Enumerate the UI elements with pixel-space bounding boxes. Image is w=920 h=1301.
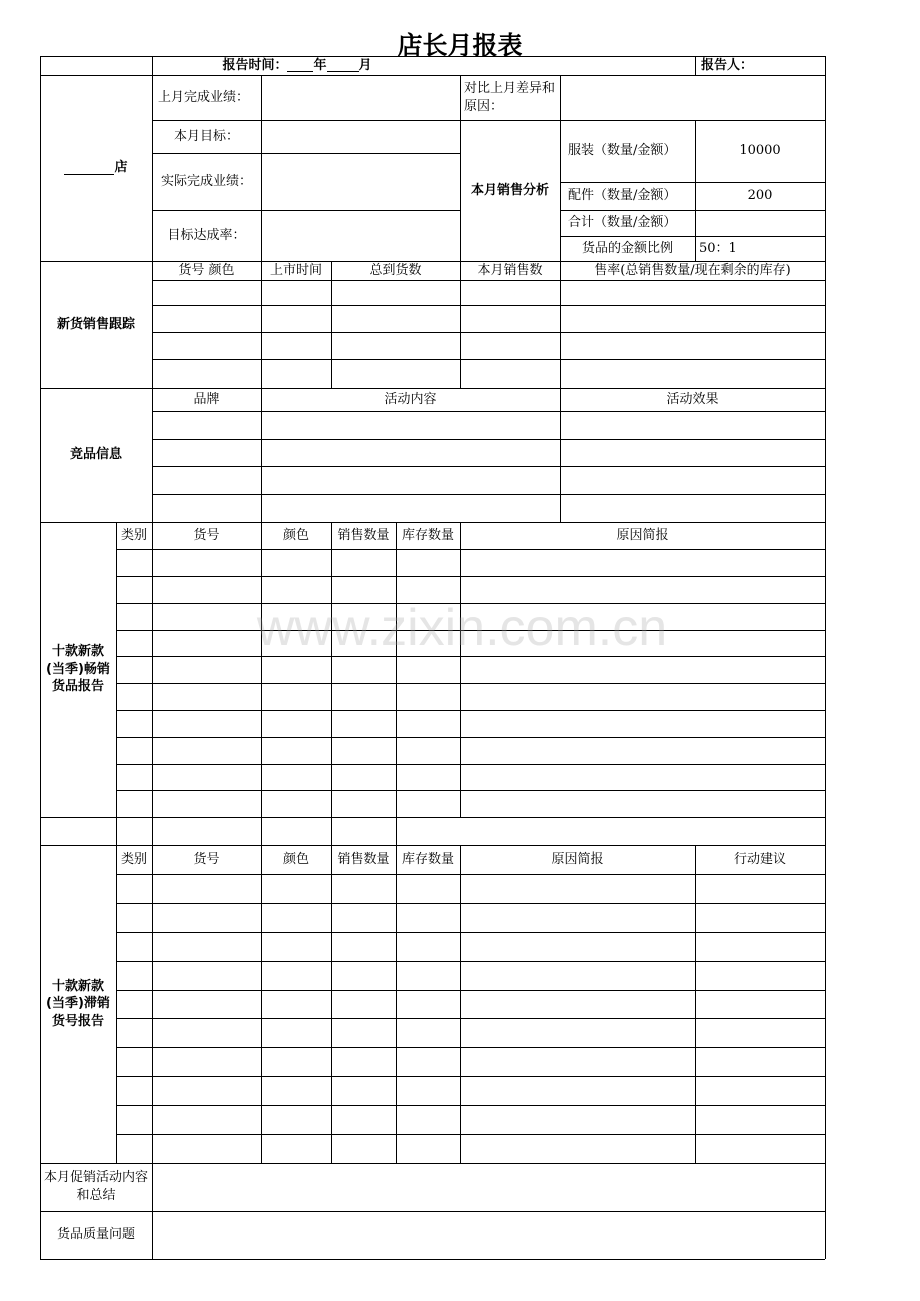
last-month-performance-label: 上月完成业绩： xyxy=(158,89,250,105)
quality-issue-label: 货品质量问题 xyxy=(56,1227,135,1243)
col-activity: 活动内容 xyxy=(384,391,437,407)
watermark-text: www.zixin.com.cn xyxy=(256,599,668,657)
best-sellers-section-label: 十款新款(当季)畅销货品报告 xyxy=(46,644,110,695)
slow-col-category: 类别 xyxy=(120,851,147,867)
slow-col-stock-qty: 库存数量 xyxy=(401,851,454,867)
best-col-category: 类别 xyxy=(120,527,147,543)
best-col-reason: 原因简报 xyxy=(616,527,669,543)
ratio-label: 货品的金额比例 xyxy=(581,240,673,256)
apparel-value: 10000 xyxy=(739,143,781,159)
new-goods-section-label: 新货销售跟踪 xyxy=(56,316,135,332)
col-total-stock: 总到货数 xyxy=(369,262,422,278)
col-month-sales: 本月销售数 xyxy=(477,262,543,278)
slow-sellers-section-label: 十款新款(当季)滞销货号报告 xyxy=(46,978,110,1029)
month-target-label: 本月目标： xyxy=(173,128,239,144)
accessory-value: 200 xyxy=(747,188,773,204)
col-sell-rate: 售率(总销售数量/现在剩余的库存) xyxy=(594,262,791,278)
year-unit: 年 xyxy=(313,57,327,73)
ratio-value: 50：1 xyxy=(699,240,737,256)
col-brand: 品牌 xyxy=(193,391,220,407)
best-col-sales-qty: 销售数量 xyxy=(337,527,390,543)
store-name-field[interactable] xyxy=(40,75,152,261)
col-effect: 活动效果 xyxy=(666,391,719,407)
apparel-label: 服装（数量/金额） xyxy=(568,143,677,159)
promo-summary-label: 本月促销活动内容和总结 xyxy=(44,1170,149,1203)
best-col-color: 颜色 xyxy=(282,527,309,543)
sales-analysis-label: 本月销售分析 xyxy=(470,182,549,198)
competitor-section-label: 竞品信息 xyxy=(69,447,122,463)
target-rate-label: 目标达成率： xyxy=(167,227,246,243)
slow-col-reason: 原因简报 xyxy=(551,851,604,867)
reporter-label: 报告人： xyxy=(701,57,754,73)
store-suffix: 店 xyxy=(114,160,128,176)
compare-label: 对比上月差异和原因： xyxy=(464,80,556,114)
report-time-field[interactable] xyxy=(152,56,442,75)
slow-col-item: 货号 xyxy=(193,851,220,867)
slow-col-color: 颜色 xyxy=(282,851,309,867)
slow-col-sales-qty: 销售数量 xyxy=(337,851,390,867)
report-time-label: 报告时间： xyxy=(222,57,288,73)
actual-performance-label: 实际完成业绩： xyxy=(160,173,252,189)
col-launch-time: 上市时间 xyxy=(269,262,322,278)
best-col-stock-qty: 库存数量 xyxy=(401,527,454,543)
month-unit: 月 xyxy=(358,57,372,73)
col-item-color: 货号 颜色 xyxy=(178,262,235,278)
best-col-item: 货号 xyxy=(193,527,220,543)
slow-col-action: 行动建议 xyxy=(733,851,786,867)
accessory-label: 配件（数量/金额） xyxy=(568,188,677,204)
page-title: 店长月报表 xyxy=(397,31,523,60)
total-label: 合计（数量/金额） xyxy=(568,215,677,231)
